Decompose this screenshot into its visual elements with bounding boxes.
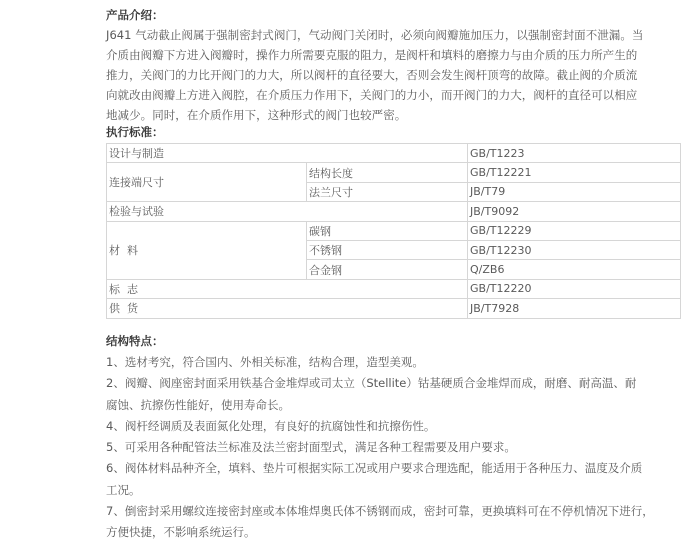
table-cell-item: 检验与试验 — [107, 202, 468, 221]
intro-line: 介质由阀瓣下方进入阀瓣时，操作力所需要克服的阻力，是阀杆和填料的磨擦力与由介质的压力所产生的 — [106, 48, 638, 62]
table-cell-item: 材 料 — [107, 221, 307, 279]
standards-heading: 执行标准： — [106, 125, 164, 139]
table-cell-subitem: 法兰尺寸 — [307, 182, 468, 201]
table-row — [107, 299, 681, 318]
table-cell-standard: GB/T12221 — [468, 163, 681, 182]
table-cell-standard: JB/T7928 — [468, 299, 681, 318]
feature-line: 2、阀瓣、阀座密封面采用铁基合金堆焊或司太立（Stellite）钴基硬质合金堆焊而成，耐磨、耐高温、耐 — [106, 376, 637, 391]
standards-table — [106, 143, 681, 319]
feature-line: 1、选材考究，符合国内、外相关标准，结构合理，造型美观。 — [106, 355, 424, 369]
feature-line: 腐蚀、抗擦伤性能好，使用寿命长。 — [106, 397, 290, 412]
table-cell-item: 设计与制造 — [107, 144, 468, 163]
table-cell-standard: GB/T12229 — [468, 221, 681, 240]
intro-heading: 产品介绍： — [106, 8, 164, 22]
feature-line: 7、倒密封采用螺纹连接密封座或本体堆焊奥氏体不锈钢而成，密封可靠，更换填料可在不停机情况下进行， — [106, 504, 654, 519]
table-cell-subitem: 结构长度 — [307, 163, 468, 182]
table-row — [107, 279, 681, 298]
feature-line: 6、阀体材料品种齐全，填料、垫片可根据实际工况或用户要求合理选配，能适用于各种压力、温度及介质 — [106, 461, 643, 476]
intro-line: J641 气动截止阀属于强制密封式阀门，气动阀门关闭时，必须向阀瓣施加压力，以强制密封面不泄漏。当 — [106, 28, 644, 42]
table-cell-item: 供 货 — [107, 299, 468, 318]
table-row — [107, 144, 681, 163]
table-cell-subitem: 不锈钢 — [307, 240, 468, 259]
intro-line: 推力，关阀门的力比开阀门的力大，所以阀杆的直径要大，否则会发生阀杆顶弯的故障。截止阀的介质流 — [106, 68, 638, 82]
feature-line: 5、可采用各种配管法兰标准及法兰密封面型式，满足各种工程需要及用户要求。 — [106, 440, 516, 455]
table-cell-standard: GB/T1223 — [468, 144, 681, 163]
feature-line: 4、阀杆经调质及表面氮化处理，有良好的抗腐蚀性和抗擦伤性。 — [106, 418, 436, 433]
table-row — [107, 163, 681, 182]
table-cell-subitem: 碳钢 — [307, 221, 468, 240]
features-heading: 结构特点： — [106, 334, 164, 348]
intro-line: 地减少。同时，在介质作用下，这种形式的阀门也较严密。 — [106, 108, 407, 122]
table-cell-standard: GB/T12220 — [468, 279, 681, 298]
features-list — [106, 352, 684, 544]
table-cell-item: 标 志 — [107, 279, 468, 298]
table-row — [107, 221, 681, 240]
feature-line: 方便快捷，不影响系统运行。 — [106, 525, 256, 540]
table-cell-subitem: 合金钢 — [307, 260, 468, 279]
feature-line: 工况。 — [106, 482, 141, 497]
intro-line: 向就改由阀瓣上方进入阀腔，在介质压力作用下，关阀门的力小，而开阀门的力大，阀杆的直径可以相应 — [106, 88, 638, 102]
table-cell-item: 连接端尺寸 — [107, 163, 307, 202]
table-cell-standard: Q/ZB6 — [468, 260, 681, 279]
table-row — [107, 202, 681, 221]
table-cell-standard: JB/T9092 — [468, 202, 681, 221]
intro-paragraph — [106, 25, 684, 125]
table-cell-standard: JB/T79 — [468, 182, 681, 201]
table-cell-standard: GB/T12230 — [468, 240, 681, 259]
